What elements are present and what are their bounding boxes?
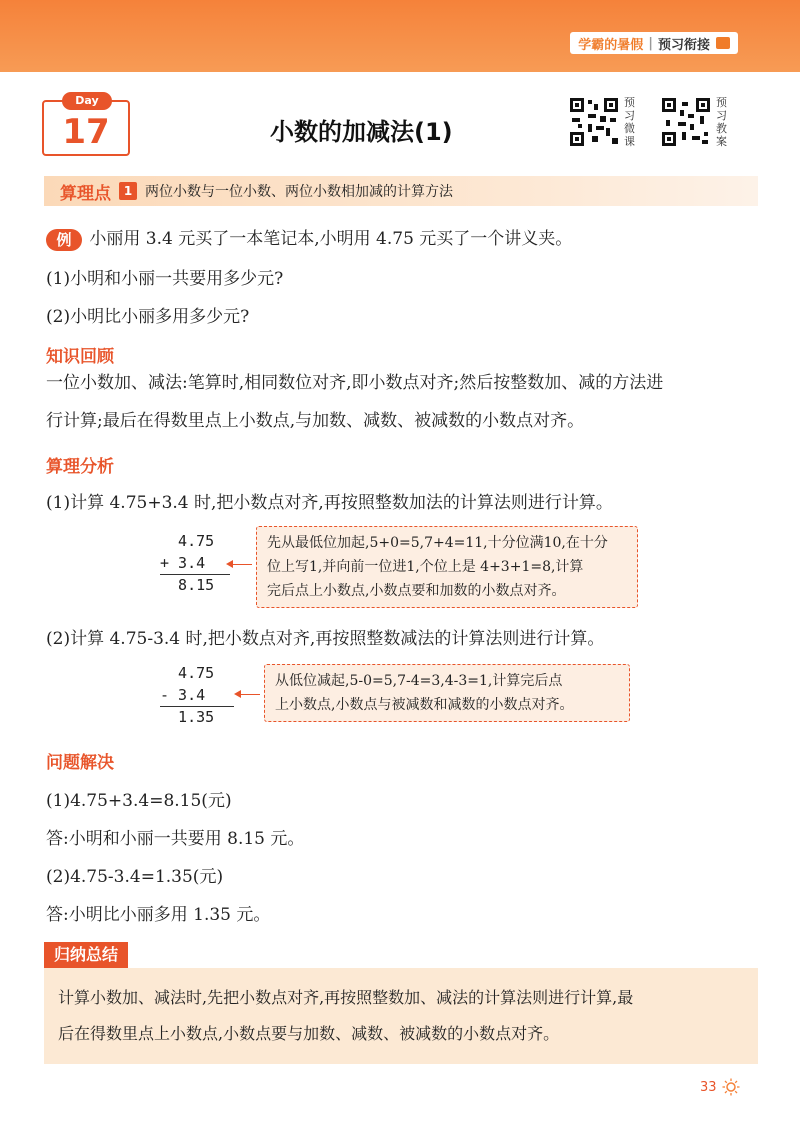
sun-icon [722,1078,740,1096]
point-number: 1 [119,182,137,200]
page-title: 小数的加减法(1) [270,118,453,146]
subtraction-note: 从低位减起,5-0=5,7-4=3,4-3=1,计算完后点 上小数点,小数点与被减数和减数的小数点对齐。 [264,664,630,722]
solution-heading: 问题解决 [46,753,114,773]
qr-code-icon[interactable] [660,96,712,148]
calc-line: 1.35 [160,708,215,726]
point-text: 两位小数与一位小数、两位小数相加减的计算方法 [145,184,453,200]
header-tag [570,32,738,54]
solution-line: (1)4.75+3.4=8.15(元) [46,791,232,811]
calc-rule [160,574,230,575]
qr-label-2: 预 习 教 案 [716,96,727,148]
solution-line: 答:小明和小丽一共要用 8.15 元。 [46,829,305,849]
day-label: Day [62,92,112,110]
review-line-2: 行计算;最后在得数里点上小数点,与加数、减数、被减数的小数点对齐。 [46,411,585,431]
point-bar [44,176,758,206]
analysis-part2-text: (2)计算 4.75-3.4 时,把小数点对齐,再按照整数减法的计算法则进行计算。 [46,629,605,649]
review-heading: 知识回顾 [46,347,114,367]
addition-calc [160,530,214,596]
calc-line: - 3.4 [160,686,206,704]
qr-label-1: 预 习 微 课 [624,96,635,148]
question-2: (2)小明比小丽多用多少元? [46,307,250,327]
summary-line-1: 计算小数加、减法时,先把小数点对齐,再按照整数加、减法的计算法则进行计算,最 [58,988,634,1007]
example-badge: 例 [46,229,82,251]
day-badge [42,94,130,156]
point-tag: 算理点 [60,183,111,204]
header-brand: 学霸的暑假 [578,37,644,53]
summary-tag: 归纳总结 [44,942,128,968]
page-number: 33 [700,1080,717,1095]
day-number: 17 [62,112,110,152]
analysis-heading: 算理分析 [46,457,114,477]
question-1: (1)小明和小丽一共要用多少元? [46,269,284,289]
arrow-icon [236,694,260,695]
calc-line: + 3.4 [160,554,206,572]
analysis-part1-text: (1)计算 4.75+3.4 时,把小数点对齐,再按照整数加法的计算法则进行计算。 [46,493,613,513]
arrow-icon [228,564,252,565]
solution-line: 答:小明比小丽多用 1.35 元。 [46,905,271,925]
qr-code-icon[interactable] [568,96,620,148]
header-section: 预习衔接 [657,37,710,53]
header-separator: | [648,35,653,51]
summary-box [44,968,758,1064]
calc-rule [160,706,234,707]
calc-line: 4.75 [160,664,215,682]
calc-line: 4.75 [160,532,215,550]
example-line [46,224,572,251]
review-text [46,364,758,440]
book-icon [716,37,730,49]
solution-line: (2)4.75-3.4=1.35(元) [46,867,224,887]
example-text: 小丽用 3.4 元买了一本笔记本,小明用 4.75 元买了一个讲义夹。 [89,229,573,249]
subtraction-calc [160,662,214,728]
summary-line-2: 后在得数里点上小数点,小数点要与加数、减数、被减数的小数点对齐。 [58,1024,560,1043]
review-line-1: 一位小数加、减法:笔算时,相同数位对齐,即小数点对齐;然后按整数加、减的方法进 [46,373,664,393]
addition-note: 先从最低位加起,5+0=5,7+4=11,十分位满10,在十分 位上写1,并向前一位进1,个位上是 4+3+1=8,计算 完后点上小数点,小数点要和加数的小数点对齐。 [256,526,638,608]
calc-line: 8.15 [160,576,215,594]
